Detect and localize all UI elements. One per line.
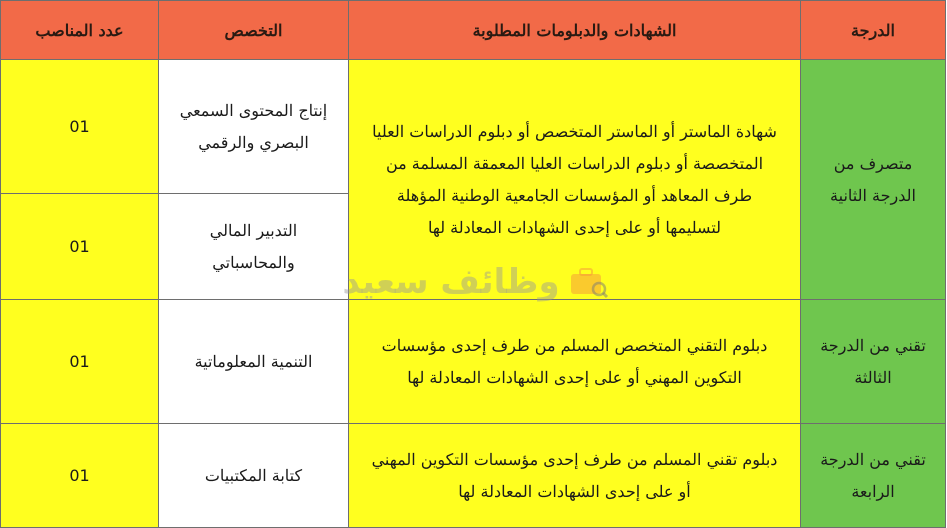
positions-count-cell: 01 [1,424,159,528]
header-specialty: التخصص [159,1,349,60]
table-row [1,424,946,528]
grade-cell: تقني من الدرجة الثالثة [801,300,946,424]
specialty-cell: كتابة المكتبيات [159,424,349,528]
certificate-cell: شهادة الماستر أو الماستر المتخصص أو دبلوم الدراسات العليا المتخصصة أو دبلوم الدراسات العليا المعمقة المسلمة من طرف المعاهد أو المؤسسات الجامعية الوطنية المؤهلة لتسليمها أو على إحدى الشهادات المعادلة لها [349,60,801,300]
table-row [1,60,946,194]
specialty-cell: التدبير المالي والمحاسباتي [159,194,349,300]
positions-count-cell: 01 [1,194,159,300]
grade-cell: تقني من الدرجة الرابعة [801,424,946,528]
header-grade: الدرجة [801,1,946,60]
specialty-cell: التنمية المعلوماتية [159,300,349,424]
table-row [1,300,946,424]
table-header-row [1,1,946,60]
watermark-text: وظائف سعيد [342,262,560,302]
positions-count-cell: 01 [1,300,159,424]
header-positions: عدد المناصب [1,1,159,60]
specialty-cell: إنتاج المحتوى السمعي البصري والرقمي [159,60,349,194]
header-certificates: الشهادات والدبلومات المطلوبة [349,1,801,60]
positions-count-cell: 01 [1,60,159,194]
grade-cell: متصرف من الدرجة الثانية [801,60,946,300]
certificate-cell: دبلوم تقني المسلم من طرف إحدى مؤسسات التكوين المهني أو على إحدى الشهادات المعادلة لها [349,424,801,528]
certificate-cell: دبلوم التقني المتخصص المسلم من طرف إحدى مؤسسات التكوين المهني أو على إحدى الشهادات المعادلة لها [349,300,801,424]
